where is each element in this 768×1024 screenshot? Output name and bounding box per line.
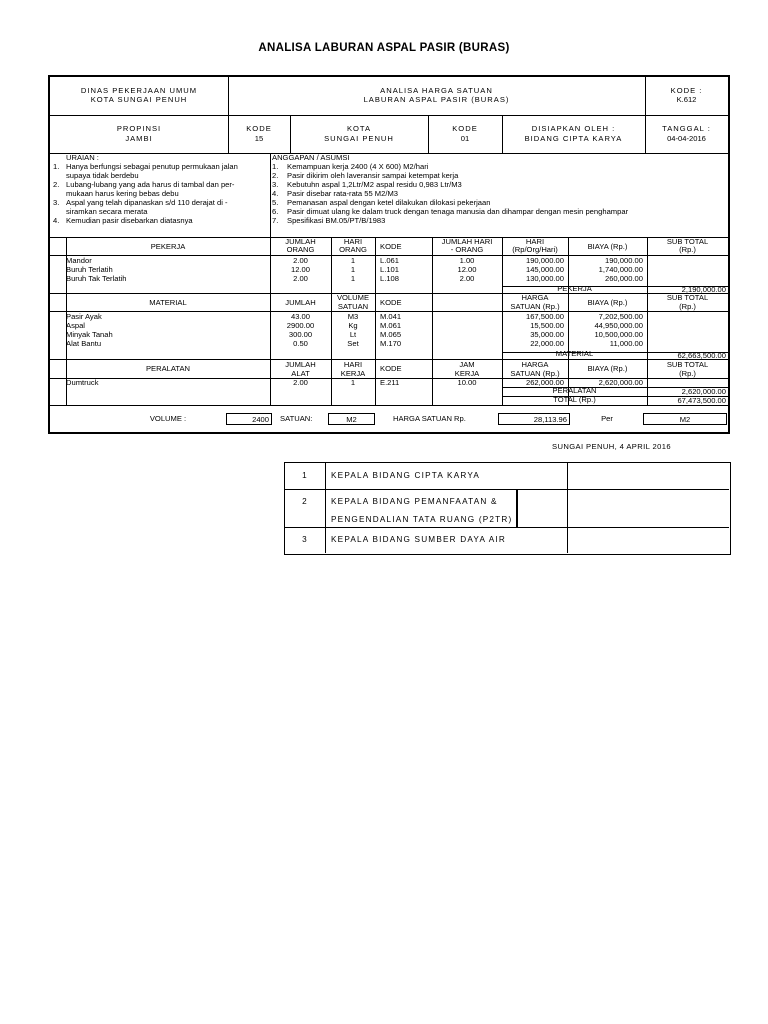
col-header: (Rp.) <box>679 369 696 378</box>
cell: 12.00 <box>290 265 310 274</box>
total-value: 67,473,500.00 <box>677 396 726 405</box>
cell: 44,950,000.00 <box>594 321 643 330</box>
col-header: SATUAN <box>337 302 369 311</box>
cell: 0.50 <box>293 339 308 348</box>
anggapan-num: 2. <box>272 171 279 180</box>
cell: 1 <box>350 274 356 283</box>
cell: M3 <box>347 312 359 321</box>
cell: 2,620,000.00 <box>598 378 643 387</box>
table-row-name: Buruh Tak Terlatih <box>66 274 127 283</box>
analysis-table <box>48 75 730 434</box>
col-header: HARI <box>343 237 363 246</box>
cell: M.061 <box>380 321 402 330</box>
cell: 190,000.00 <box>604 256 643 265</box>
volume-label: VOLUME : <box>149 414 187 423</box>
material-heading: MATERIAL <box>149 298 187 307</box>
anggapan-num: 6. <box>272 207 279 216</box>
col-header: HARGA <box>521 360 549 369</box>
cell: 11,000.00 <box>609 339 643 348</box>
kota-value: SUNGAI PENUH <box>324 134 394 143</box>
uraian-num: 4. <box>53 216 60 225</box>
cell: 35,000.00 <box>530 330 564 339</box>
satuan-value: M2 <box>328 413 375 425</box>
peralatan-heading: PERALATAN <box>145 364 191 373</box>
propinsi-value: JAMBI <box>125 134 153 143</box>
place-date: SUNGAI PENUH, 4 APRIL 2016 <box>552 442 672 451</box>
page-title: ANALISA LABURAN ASPAL PASIR (BURAS) <box>258 42 510 54</box>
col-header: KODE <box>380 298 402 307</box>
harga-satuan-label: HARGA SATUAN Rp. <box>393 414 466 423</box>
uraian-num: 2. <box>53 180 60 189</box>
propinsi-label: PROPINSI <box>116 124 162 133</box>
table-row-name: Alat Bantu <box>66 339 102 348</box>
col-header: KERJA <box>340 369 366 378</box>
signature-num: 3 <box>302 535 308 544</box>
col-header: - ORANG <box>450 245 484 254</box>
col-header: JUMLAH <box>285 298 316 307</box>
cell: 1 <box>350 378 356 387</box>
org-city: KOTA SUNGAI PENUH <box>90 95 188 104</box>
per-value: M2 <box>643 413 727 425</box>
cell: 22,000.00 <box>530 339 564 348</box>
peralatan-subtotal-value: 2,620,000.00 <box>681 387 726 396</box>
table-row-name: Mandor <box>66 256 92 265</box>
cell: M.170 <box>380 339 402 348</box>
anggapan-num: 7. <box>272 216 279 225</box>
cell: 2.00 <box>459 274 475 283</box>
kode1-value: 15 <box>254 134 264 143</box>
col-header: HARI <box>525 237 545 246</box>
anggapan-item: Pasir disebar rata-rata 55 M2/M3 <box>287 189 398 198</box>
disiapkan-label: DISIAPKAN OLEH : <box>531 124 616 133</box>
uraian-item: Kemudian pasir disebarkan diatasnya <box>66 216 193 225</box>
pekerja-subtotal-label: PEKERJA <box>557 284 592 293</box>
col-header: ALAT <box>291 369 310 378</box>
cell: Kg <box>348 321 358 330</box>
cell: 43.00 <box>290 312 310 321</box>
cell: 2900.00 <box>286 321 315 330</box>
volume-value: 2400 <box>226 413 272 425</box>
uraian-item: Lubang-lubang yang ada harus di tambal dan per- <box>66 180 235 189</box>
anggapan-item: Spesifikasi BM.05/PT/B/1983 <box>287 216 386 225</box>
cell: 1 <box>350 256 356 265</box>
col-header: BIAYA (Rp.) <box>587 242 628 251</box>
signature-num: 1 <box>302 471 308 480</box>
cell: 10,500,000.00 <box>594 330 643 339</box>
table-row-name: Dumtruck <box>66 378 99 387</box>
table-row-name: Aspal <box>66 321 85 330</box>
col-header: SATUAN (Rp.) <box>510 302 560 311</box>
material-subtotal-value: 62,663,500.00 <box>677 351 726 360</box>
tanggal-value: 04-04-2016 <box>667 134 706 143</box>
kode2-label: KODE <box>452 124 478 133</box>
uraian-item: mukaan harus kering bebas debu <box>66 189 179 198</box>
col-header: (Rp.) <box>679 302 696 311</box>
col-header: SATUAN (Rp.) <box>510 369 560 378</box>
disiapkan-value: BIDANG CIPTA KARYA <box>524 134 623 143</box>
cell: 130,000.00 <box>525 274 564 283</box>
cell: E.211 <box>380 378 400 387</box>
kota-label: KOTA <box>346 124 372 133</box>
anggapan-num: 1. <box>272 162 279 171</box>
anggapan-item: Kemampuan kerja 2400 (4 X 600) M2/hari <box>287 162 429 171</box>
col-header: HARGA <box>521 293 549 302</box>
harga-satuan-value: 28,113.96 <box>498 413 570 425</box>
col-header: SUB TOTAL <box>666 360 709 369</box>
col-header: HARI <box>343 360 363 369</box>
col-header: ORANG <box>286 245 315 254</box>
peralatan-subtotal-label: PERALATAN <box>552 386 597 395</box>
uraian-item: supaya tidak berdebu <box>66 171 139 180</box>
table-row-name: Pasir Ayak <box>66 312 102 321</box>
col-header: SUB TOTAL <box>666 237 709 246</box>
uraian-num: 1. <box>53 162 60 171</box>
kode2-value: 01 <box>460 134 470 143</box>
signature-title: KEPALA BIDANG SUMBER DAYA AIR <box>331 535 506 544</box>
cell: 190,000.00 <box>525 256 564 265</box>
col-header: BIAYA (Rp.) <box>587 298 628 307</box>
total-label: TOTAL (Rp.) <box>553 395 596 404</box>
col-header: (Rp.) <box>679 245 696 254</box>
cell: 2.00 <box>293 274 308 283</box>
cell: 1.00 <box>459 256 475 265</box>
col-header: VOLUME <box>336 293 370 302</box>
anggapan-item: Pemanasan aspal dengan ketel dilakukan dilokasi pekerjaan <box>287 198 491 207</box>
pekerja-heading: PEKERJA <box>150 242 186 251</box>
satuan-label: SATUAN: <box>280 414 313 423</box>
tanggal-label: TANGGAL : <box>662 124 711 133</box>
signature-title: KEPALA BIDANG PEMANFAATAN & <box>331 497 498 506</box>
cell: Lt <box>349 330 357 339</box>
table-row-name: Minyak Tanah <box>66 330 113 339</box>
cell: M.041 <box>380 312 402 321</box>
anggapan-num: 3. <box>272 180 279 189</box>
anggapan-num: 4. <box>272 189 279 198</box>
col-header: JAM <box>459 360 475 369</box>
uraian-item: Hanya berfungsi sebagai penutup permukaan jalan <box>66 162 238 171</box>
cell: 2.00 <box>293 256 308 265</box>
kode-label: KODE : <box>670 86 703 95</box>
analysis-title: ANALISA HARGA SATUAN <box>380 86 493 95</box>
anggapan-heading: ANGGAPAN / ASUMSI <box>272 153 350 162</box>
col-header: BIAYA (Rp.) <box>587 364 628 373</box>
pekerja-subtotal-value: 2,190,000.00 <box>681 285 726 294</box>
cell: L.108 <box>380 274 400 283</box>
anggapan-item: Pasir dikirim oleh laveransir sampai ketempat kerja <box>287 171 459 180</box>
cell: 167,500.00 <box>525 312 564 321</box>
signature-table <box>284 462 731 555</box>
cell: 15,500.00 <box>530 321 564 330</box>
kode-value: K.612 <box>676 95 697 104</box>
cell: 262,000.00 <box>525 378 564 387</box>
col-header: (Rp/Org/Hari) <box>512 245 558 254</box>
signature-num: 2 <box>302 497 308 506</box>
col-header: SUB TOTAL <box>666 293 709 302</box>
cell: 300.00 <box>288 330 313 339</box>
cell: 12.00 <box>457 265 477 274</box>
uraian-num: 3. <box>53 198 60 207</box>
cell: 7,202,500.00 <box>598 312 643 321</box>
table-row-name: Buruh Terlatih <box>66 265 113 274</box>
col-header: JUMLAH <box>285 237 316 246</box>
org-name: DINAS PEKERJAAN UMUM <box>80 86 198 95</box>
cell: 1,740,000.00 <box>598 265 643 274</box>
cell: 2.00 <box>293 378 308 387</box>
uraian-heading: URAIAN : <box>66 153 99 162</box>
uraian-item: Aspal yang telah dipanaskan s/d 110 derajat di - <box>66 198 228 207</box>
signature-title-line2: PENGENDALIAN TATA RUANG (P2TR) <box>331 515 513 524</box>
cell: 145,000.00 <box>525 265 564 274</box>
cell: Set <box>347 339 359 348</box>
per-label: Per <box>601 414 613 423</box>
col-header: ORANG <box>339 245 367 254</box>
col-header: KODE <box>380 364 402 373</box>
cell: 260,000.00 <box>604 274 643 283</box>
anggapan-item: Kebutuhn aspal 1,2Ltr/M2 aspal residu 0,983 Ltr/M3 <box>287 180 462 189</box>
material-subtotal-label: MATERIAL <box>555 349 594 358</box>
col-header: KODE <box>380 242 402 251</box>
cell: L.101 <box>380 265 400 274</box>
analysis-subtitle: LABURAN ASPAL PASIR (BURAS) <box>363 95 510 104</box>
cell: L.061 <box>380 256 400 265</box>
cell: 10.00 <box>457 378 477 387</box>
col-header: JUMLAH HARI <box>441 237 493 246</box>
uraian-item: siramkan secara merata <box>66 207 148 216</box>
anggapan-item: Pasir dimuat ulang ke dalam truck dengan tenaga manusia dan dihampar dengan mesin penghampar <box>287 207 629 216</box>
cell: M.065 <box>380 330 402 339</box>
anggapan-num: 5. <box>272 198 279 207</box>
col-header: JUMLAH <box>285 360 316 369</box>
signature-title: KEPALA BIDANG CIPTA KARYA <box>331 471 481 480</box>
kode1-label: KODE <box>246 124 272 133</box>
col-header: KERJA <box>454 369 480 378</box>
cell: 1 <box>350 265 356 274</box>
